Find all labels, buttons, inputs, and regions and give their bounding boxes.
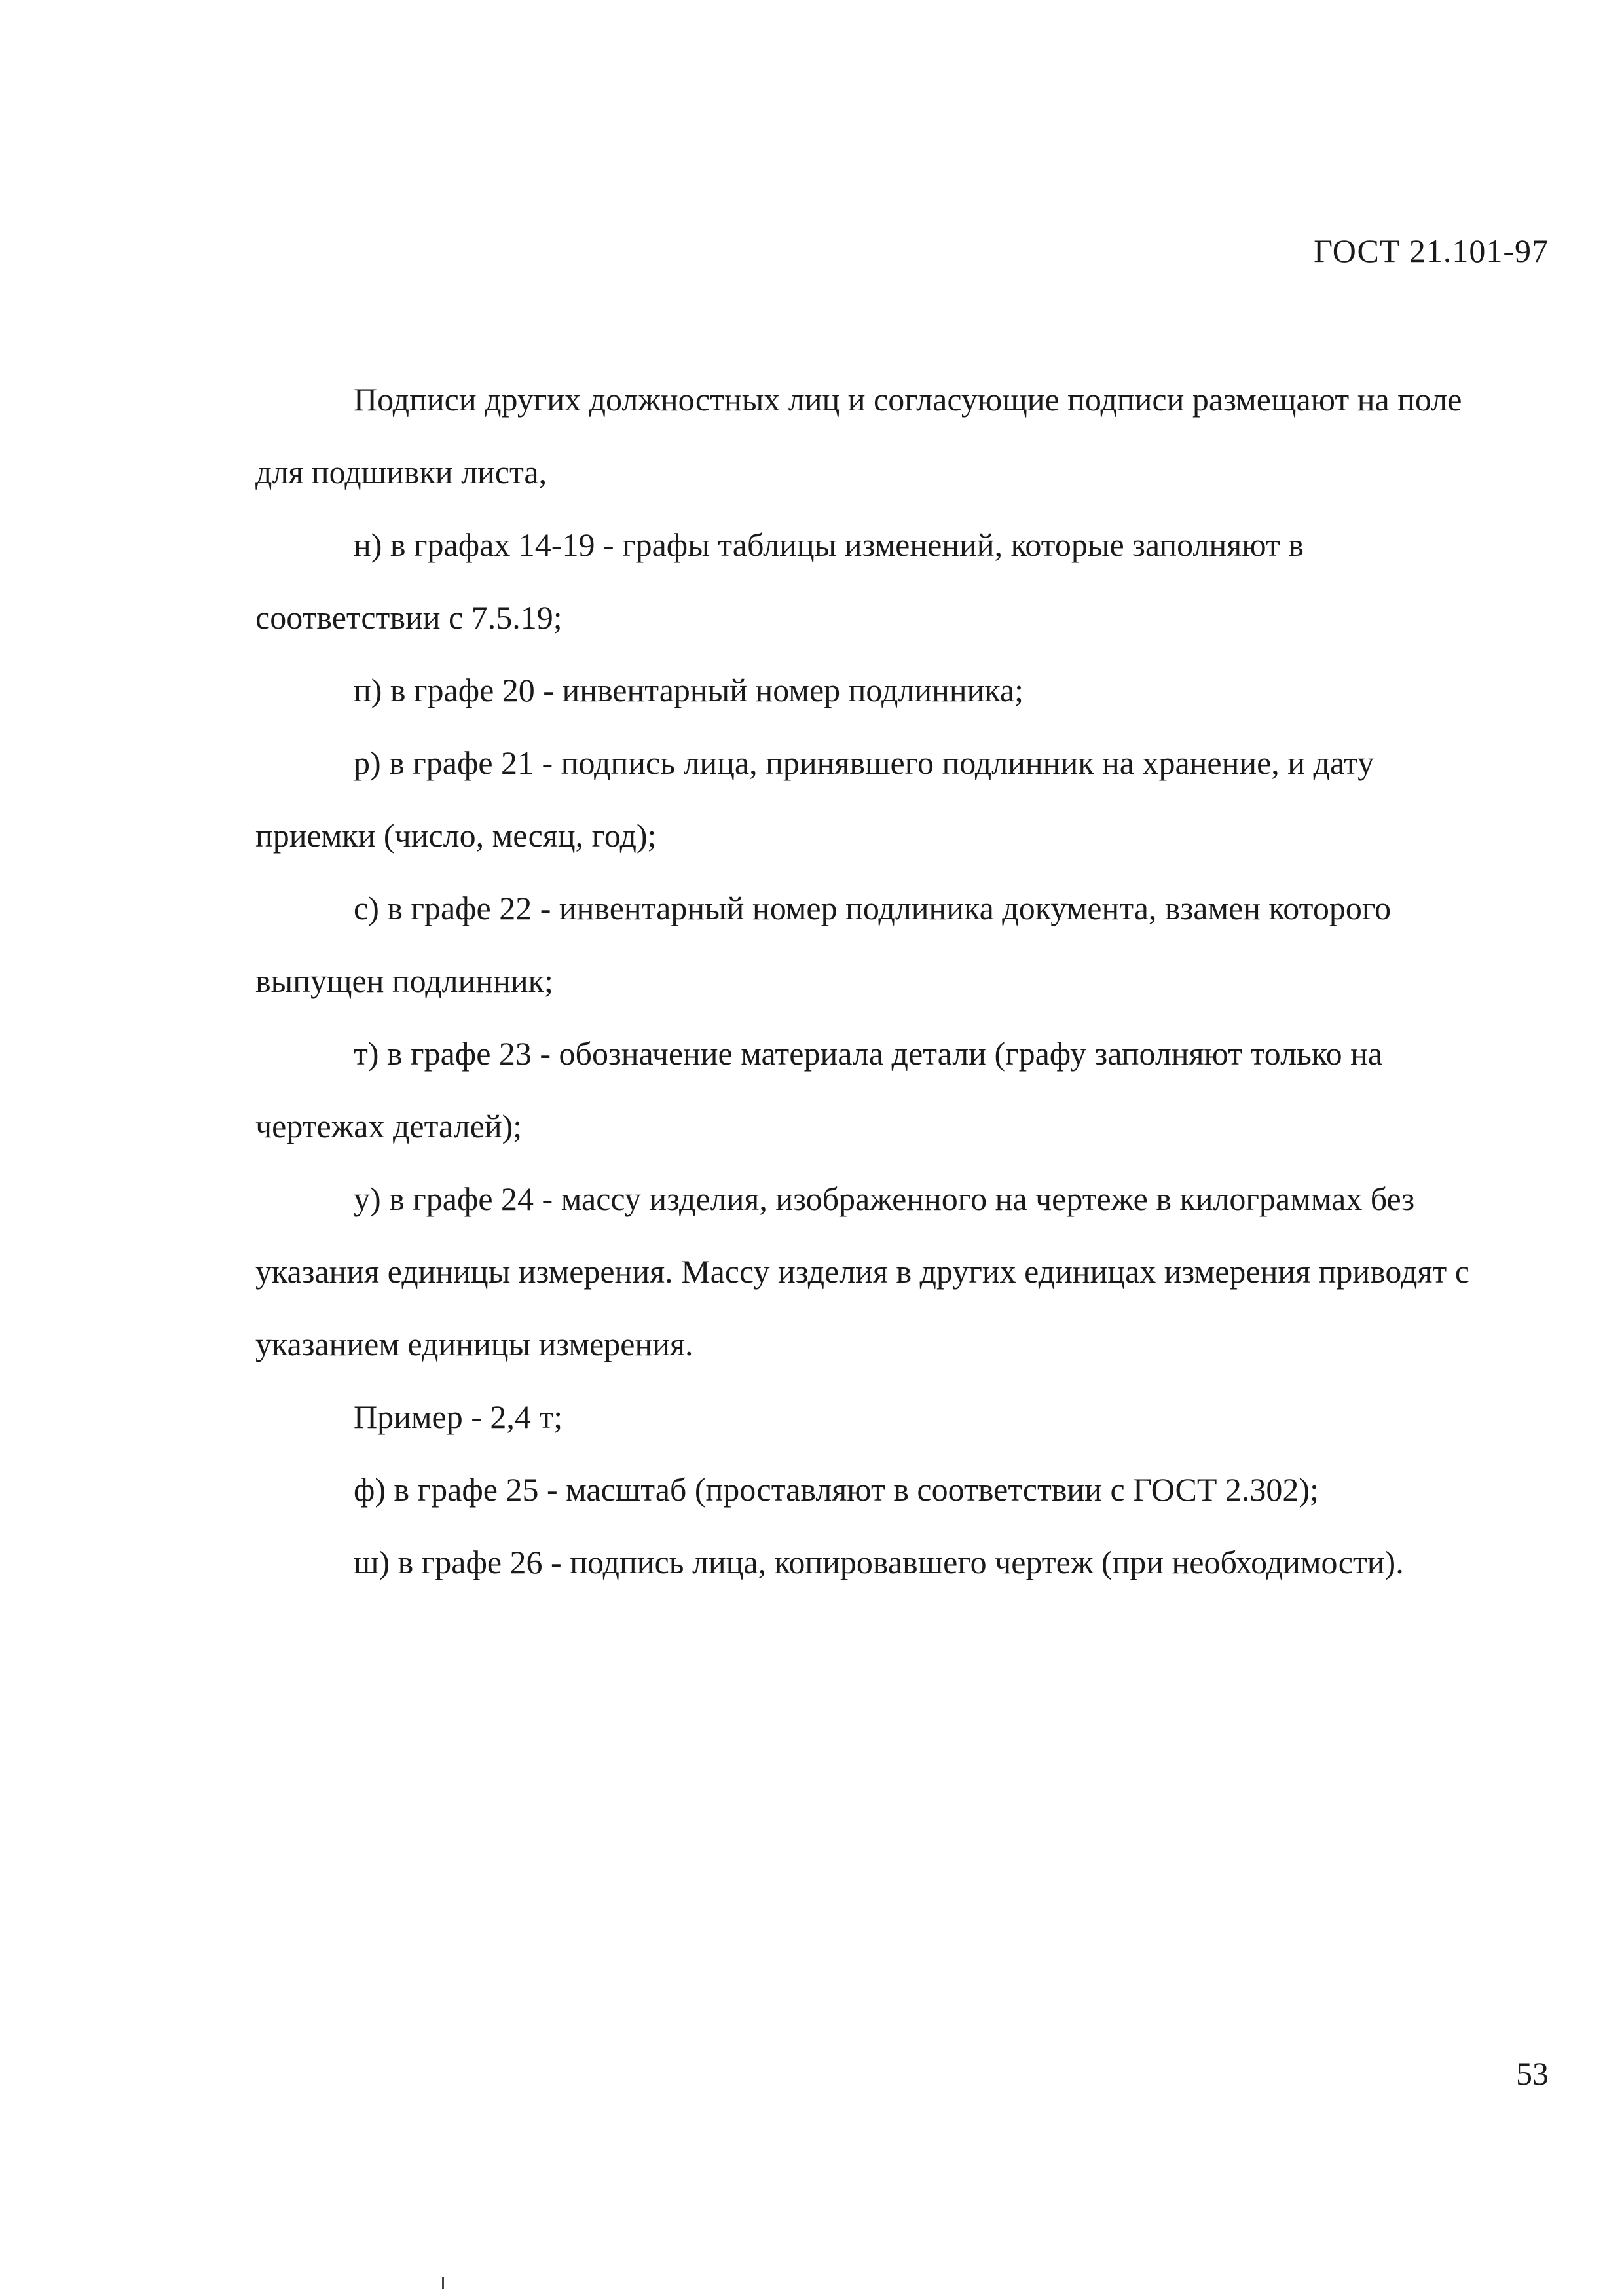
list-item-p: п) в графе 20 - инвентарный номер подлинника; — [354, 672, 1024, 708]
page-number: 53 — [1516, 2055, 1549, 2092]
paragraph-line: приемки (число, месяц, год); — [255, 817, 657, 854]
standard-designation: ГОСТ 21.101-97 — [1314, 232, 1549, 269]
paragraph-line: указанием единицы измерения. — [255, 1326, 693, 1362]
paragraph-line: чертежах деталей); — [255, 1108, 523, 1144]
list-item-r: р) в графе 21 - подпись лица, принявшего подлинник на хранение, и дату — [354, 744, 1375, 781]
paragraph-line: Подписи других должностных лиц и согласующие подписи размещают на поле — [354, 381, 1462, 418]
paragraph-line: указания единицы измерения. Массу изделия в других единицах измерения приводят с — [255, 1253, 1469, 1290]
list-item-s: с) в графе 22 - инвентарный номер подлиника документа, взамен которого — [354, 890, 1392, 926]
paragraph-line: соответствии с 7.5.19; — [255, 599, 563, 636]
paragraph-line: для подшивки листа, — [255, 454, 547, 490]
scan-artifact — [442, 2277, 444, 2289]
example-line: Пример - 2,4 т; — [354, 1398, 563, 1435]
list-item-sh: ш) в графе 26 - подпись лица, копировавшего чертеж (при необходимости). — [354, 1544, 1404, 1580]
list-item-n: н) в графах 14-19 - графы таблицы изменений, которые заполняют в — [354, 526, 1304, 563]
list-item-f: ф) в графе 25 - масштаб (проставляют в соответствии с ГОСТ 2.302); — [354, 1471, 1319, 1508]
paragraph-line: выпущен подлинник; — [255, 962, 553, 999]
document-body — [255, 363, 1559, 1599]
list-item-u: у) в графе 24 - массу изделия, изображенного на чертеже в килограммах без — [354, 1180, 1415, 1217]
list-item-t: т) в графе 23 - обозначение материала детали (графу заполняют только на — [354, 1035, 1383, 1072]
